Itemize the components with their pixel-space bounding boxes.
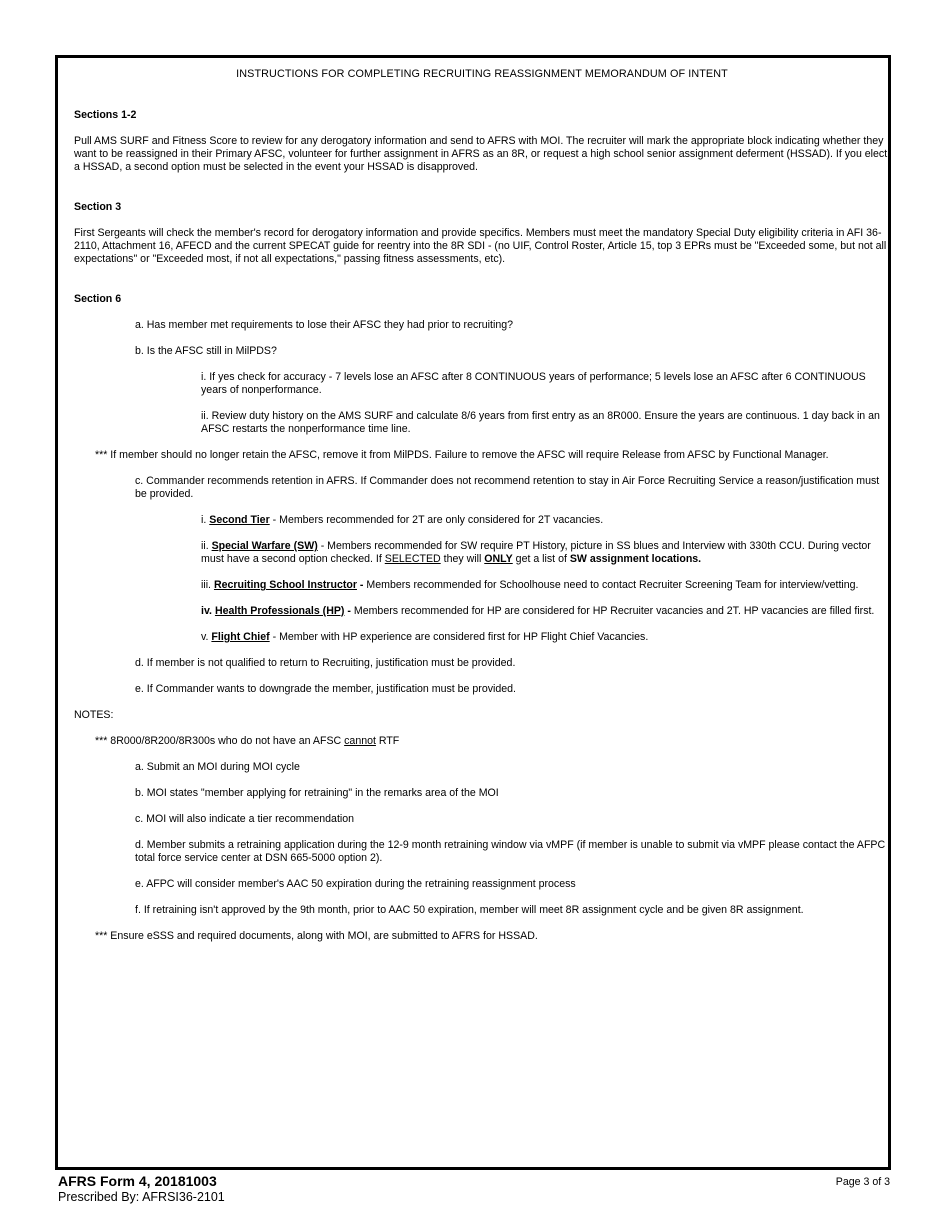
section-6-item-c-i: i. Second Tier - Members recommended for 2T are only considered for 2T vacancies. — [201, 514, 604, 526]
selected-text: SELECTED — [384, 553, 441, 565]
sw-locations-text: SW assignment locations. — [569, 553, 702, 565]
document-title: INSTRUCTIONS FOR COMPLETING RECRUITING REASSIGNMENT MEMORANDUM OF INTENT — [236, 68, 728, 80]
term-health-professionals: Health Professionals (HP) — [214, 605, 345, 617]
section-6-item-c-iv: iv. Health Professionals (HP) - Members recommended for HP are considered for HP Recruiter vacancies and 2T. HP vacancies are filled first. — [201, 605, 875, 617]
term-recruiting-school-instructor: Recruiting School Instructor — [213, 579, 357, 591]
term-second-tier: Second Tier — [209, 514, 270, 526]
section-6-item-a: a. Has member met requirements to lose their AFSC they had prior to recruiting? — [135, 319, 514, 331]
section-3-body: First Sergeants will check the member's record for derogatory information and provide specifics. Members must meet the mandatory Special Duty eligibility criteria in AFI 36-2110, Attachment 16, AFECD and the current SPECAT guide for reentry into the 8R SDI - (no UIF, Control Roster, Article 15, top 3 EPRs must be "Exceeded some, but not all expectations" or "Exceeded most, if not all expectations," passing fitness assessments, etc). — [74, 227, 887, 265]
section-6-item-c-v: v. Flight Chief - Member with HP experience are considered first for HP Flight Chief Vacancies. — [201, 631, 649, 643]
section-6-item-c-ii: ii. Special Warfare (SW) - Members recommended for SW require PT History, picture in SS blues and Interview with 330th CCU. During vector must have a second option checked. If SELECTED they will ONLY get a list of SW assignment locations. — [201, 540, 871, 565]
term-flight-chief: Flight Chief — [211, 631, 270, 643]
notes-final: *** Ensure eSSS and required documents, along with MOI, are submitted to AFRS for HSSAD. — [95, 930, 538, 942]
section-6-item-c-iii: iii. Recruiting School Instructor - Members recommended for Schoolhouse need to contact Recruiter Screening Team for interview/vetting. — [201, 579, 859, 591]
notes-item-b: b. MOI states "member applying for retraining" in the remarks area of the MOI — [135, 787, 499, 799]
notes-item-c: c. MOI will also indicate a tier recommendation — [135, 813, 355, 825]
section-6-afsc-note: *** If member should no longer retain the AFSC, remove it from MilPDS. Failure to remove the AFSC will require Release from AFSC by Functional Manager. — [95, 449, 829, 461]
notes-item-e: e. AFPC will consider member's AAC 50 expiration during the retraining reassignment process — [135, 878, 576, 890]
section-6-item-b-ii: ii. Review duty history on the AMS SURF and calculate 8/6 years from first entry as an 8R000. Ensure the years are continuous. 1 day back in an AFSC restarts the nonperformance time line. — [201, 410, 880, 435]
prescribed-by: Prescribed By: AFRSI36-2101 — [58, 1190, 225, 1204]
term-special-warfare: Special Warfare (SW) — [211, 540, 318, 552]
form-footer — [58, 1173, 225, 1205]
notes-item-a: a. Submit an MOI during MOI cycle — [135, 761, 300, 773]
document-body — [74, 68, 890, 956]
form-id: AFRS Form 4, 20181003 — [58, 1173, 217, 1189]
notes-intro: *** 8R000/8R200/8R300s who do not have an AFSC cannot RTF — [95, 735, 400, 747]
section-1-2-body: Pull AMS SURF and Fitness Score to review for any derogatory information and send to AFRS with MOI. The recruiter will mark the appropriate block indicating whether they want to be reassigned in their Primary AFSC, volunteer for further assignment in AFRS as an 8R, or request a high school senior assignment deferment (HSSAD). If you elect a HSSAD, a second option must be selected in the event your HSSAD is disapproved. — [74, 135, 888, 173]
section-6-heading: Section 6 — [74, 293, 122, 305]
notes-heading: NOTES: — [74, 709, 114, 721]
section-6-item-c: c. Commander recommends retention in AFRS. If Commander does not recommend retention to stay in Air Force Recruiting Service a reason/justification must be provided. — [135, 475, 880, 500]
section-6-item-b-i: i. If yes check for accuracy - 7 levels lose an AFSC after 8 CONTINUOUS years of performance; 5 levels lose an AFSC after 6 CONTINUOUS years of nonperformance. — [201, 371, 866, 396]
page-number: Page 3 of 3 — [835, 1176, 890, 1188]
section-6-item-e: e. If Commander wants to downgrade the member, justification must be provided. — [135, 683, 516, 695]
only-text: ONLY — [484, 553, 513, 565]
section-1-2-heading: Sections 1-2 — [74, 109, 137, 121]
section-3-heading: Section 3 — [74, 201, 122, 213]
section-6-item-d: d. If member is not qualified to return to Recruiting, justification must be provided. — [135, 657, 516, 669]
notes-item-f: f. If retraining isn't approved by the 9th month, prior to AAC 50 expiration, member will meet 8R assignment cycle and be given 8R assignment. — [135, 904, 804, 916]
section-6-item-b: b. Is the AFSC still in MilPDS? — [135, 345, 277, 357]
notes-item-d: d. Member submits a retraining application during the 12-9 month retraining window via vMPF (if member is unable to submit via vMPF please contact the AFPC total force service center at DSN 665-5000 option 2). — [135, 839, 886, 864]
cannot-text: cannot — [344, 735, 376, 747]
